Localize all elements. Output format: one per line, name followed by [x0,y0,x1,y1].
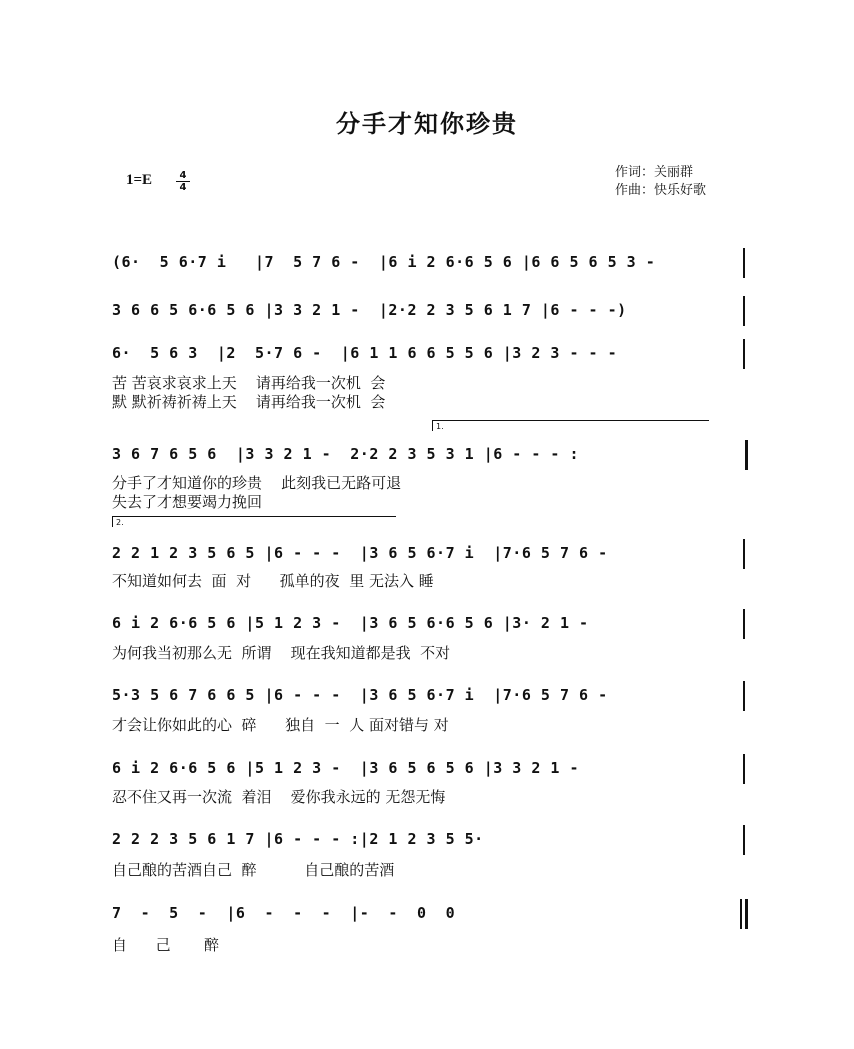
meter-bottom: 4 [176,181,190,193]
barline [743,339,745,369]
barline [743,609,745,639]
lyricist: 作词：关丽群 [615,165,694,180]
composer: 作曲：快乐好歌 [615,183,707,198]
barline [743,539,745,569]
lyrics-row-4-verse-2: 失去了才想要竭力挽回 [112,493,263,511]
volta-second-label: 2. [116,518,124,527]
lyrics-row-3-verse-2: 默 默祈祷祈祷上天 请再给我一次机 会 [112,393,386,411]
barline [743,681,745,711]
song-title: 分手才知你珍贵 [336,110,518,138]
notation-row-1: (6· 5 6·7 i |7 5 7 6 - |6 i 2 6·6 5 6 |6 6 5 6 5 3 - [112,253,656,271]
barline [743,248,745,278]
volta-second-ending [112,516,396,527]
lyrics-row-5: 不知道如何去 面 对 孤单的夜 里 无法入 睡 [112,572,434,590]
volta-first-label: 1. [436,422,444,431]
repeat-barline [745,440,748,470]
lyrics-row-8: 忍不住又再一次流 着泪 爱你我永远的 无怨无悔 [112,788,446,806]
key-signature: 1=E [126,172,153,188]
notation-row-9: 2 2 2 3 5 6 1 7 |6 - - - :|2 1 2 3 5 5· [112,830,484,848]
notation-row-3: 6· 5 6 3 |2 5·7 6 - |6 1 1 6 6 5 5 6 |3 2 3 - - - [112,344,618,362]
notation-row-2: 3 6 6 5 6·6 5 6 |3 3 2 1 - |2·2 2 3 5 6 1 7 |6 - - -) [112,301,627,319]
notation-row-7: 5·3 5 6 7 6 6 5 |6 - - - |3 6 5 6·7 i |7·6 5 7 6 - [112,686,608,704]
notation-row-4: 3 6 7 6 5 6 |3 3 2 1 - 2·2 2 3 5 3 1 |6 - - - : [112,445,580,463]
lyrics-row-10: 自 己 醉 [112,936,219,954]
notation-row-5: 2 2 1 2 3 5 6 5 |6 - - - |3 6 5 6·7 i |7·6 5 7 6 - [112,544,608,562]
notation-row-8: 6 i 2 6·6 5 6 |5 1 2 3 - |3 6 5 6 5 6 |3 3 2 1 - [112,759,580,777]
barline [743,825,745,855]
lyrics-row-7: 才会让你如此的心 碎 独自 一 人 面对错与 对 [112,716,449,734]
notation-row-6: 6 i 2 6·6 5 6 |5 1 2 3 - |3 6 5 6·6 5 6 |3· 2 1 - [112,614,589,632]
lyrics-row-3-verse-1: 苦 苦哀求哀求上天 请再给我一次机 会 [112,374,386,392]
volta-first-ending [432,420,709,431]
lyrics-row-9: 自己酿的苦酒自己 醉 自己酿的苦酒 [112,861,395,879]
barline [743,296,745,326]
final-barline-thin [740,899,742,929]
meter-top: 4 [179,170,187,181]
lyrics-row-6: 为何我当初那么无 所谓 现在我知道都是我 不对 [112,644,451,662]
notation-row-10: 7 - 5 - |6 - - - |- - 0 0 [112,904,456,922]
barline [743,754,745,784]
lyrics-row-4-verse-1: 分手了才知道你的珍贵 此刻我已无路可退 [112,474,402,492]
final-barline-thick [745,899,748,929]
